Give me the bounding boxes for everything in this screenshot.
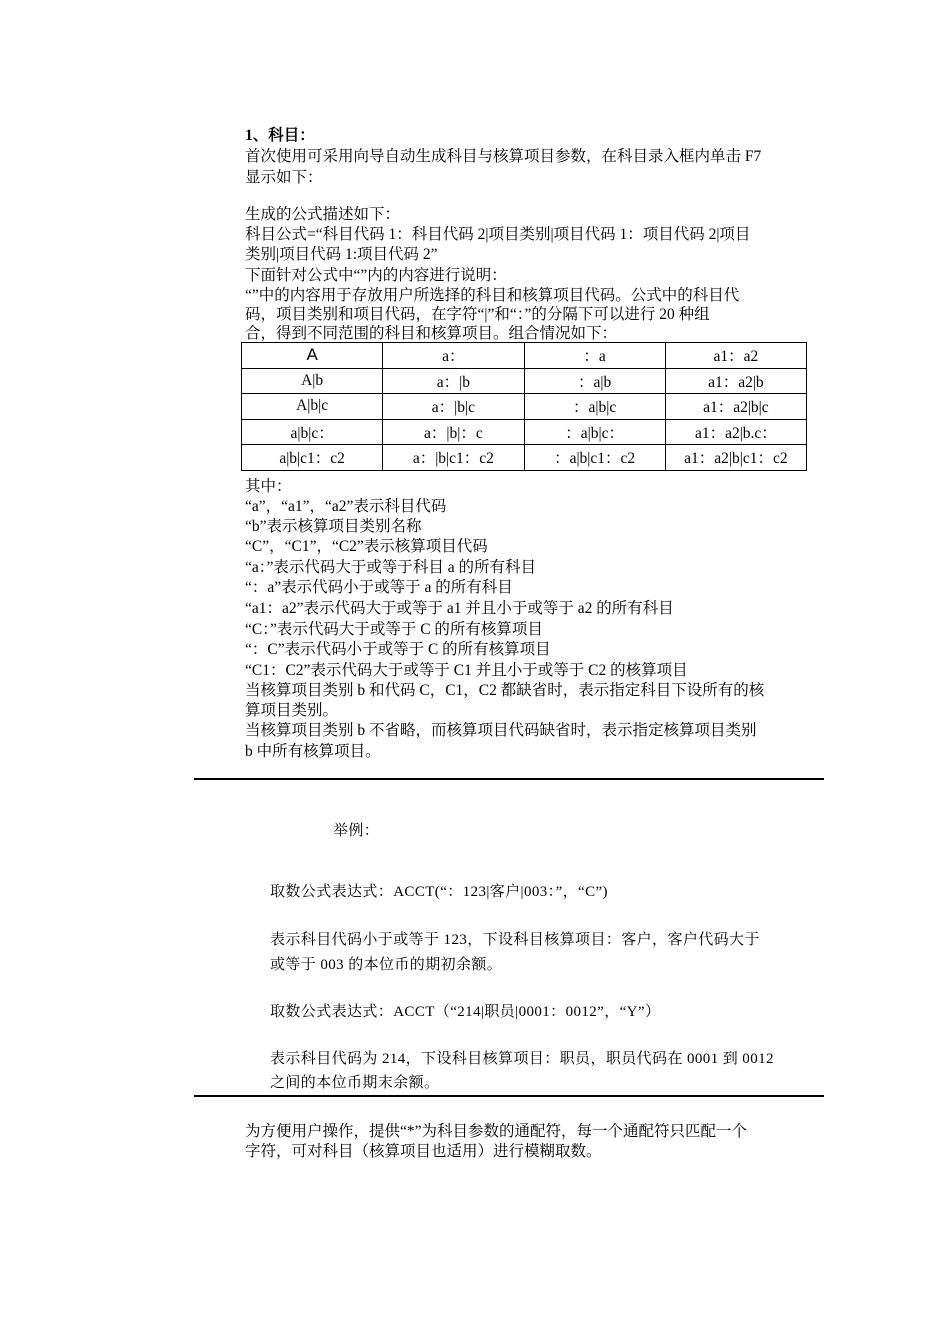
example-line: 取数公式表达式：ACCT(“：123|客户|003：”，“C”) [270, 884, 608, 900]
note-line: 其中： [245, 478, 292, 495]
table-cell: a|b|c： [242, 419, 383, 445]
formula-intro: 生成的公式描述如下： [245, 206, 401, 223]
footer-line: 字符，可对科目（核算项目也适用）进行模糊取数。 [245, 1143, 602, 1160]
intro-line: 首次使用可采用向导自动生成科目与核算项目参数，在科目录入框内单击 F7 [245, 148, 762, 165]
note-line: “a：”表示代码大于或等于科目 a 的所有科目 [245, 559, 537, 576]
note-line: “b”表示核算项目类别名称 [245, 518, 422, 535]
table-row [242, 394, 807, 420]
combination-table [241, 342, 807, 471]
note-line: “：a”表示代码小于或等于 a 的所有科目 [245, 579, 513, 596]
example-line: 或等于 003 的本位币的期初余额。 [270, 957, 503, 973]
note-line: 当核算项目类别 b 不省略，而核算项目代码缺省时，表示指定核算项目类别 [245, 722, 757, 739]
table-cell: a1：a2|b|c [665, 394, 806, 420]
table-cell: ：a|b|c [524, 394, 665, 420]
formula-line: 类别|项目代码 1:项目代码 2” [245, 246, 438, 263]
table-cell: ：a|b|c： [524, 419, 665, 445]
table-cell: a|b|c1：c2 [242, 445, 383, 471]
example-line: 表示科目代码为 214，下设科目核算项目：职员，职员代码在 0001 到 0012 [270, 1051, 774, 1067]
note-line: “：C”表示代码小于或等于 C 的所有核算项目 [245, 641, 551, 658]
table-cell: a：|b|c [383, 394, 524, 420]
table-cell: a1：a2|b|c1：c2 [665, 445, 806, 471]
table-cell: ：a [524, 343, 665, 369]
explain-line: “”中的内容用于存放用户所选择的科目和核算项目代码。公式中的科目代 [245, 287, 740, 304]
explain-line: 码，项目类别和项目代码，在字符“|”和“：”的分隔下可以进行 20 种组 [245, 306, 710, 323]
explain-line: 下面针对公式中“”内的内容进行说明： [245, 267, 507, 284]
table-row [242, 445, 807, 471]
example-line: 取数公式表达式：ACCT（“214|职员|0001：0012”，“Y”） [270, 1004, 661, 1020]
table-cell: a1：a2|b.c： [665, 419, 806, 445]
example-line: 之间的本位币期末余额。 [270, 1075, 440, 1091]
note-line: 当核算项目类别 b 和代码 C，C1，C2 都缺省时，表示指定科目下设所有的核 [245, 682, 765, 699]
section-divider [194, 778, 824, 780]
table-cell: a：|b|：c [383, 419, 524, 445]
table-cell: ：a|b [524, 368, 665, 394]
table-cell: a1：a2|b [665, 368, 806, 394]
table-cell: A|b|c [242, 394, 383, 420]
section-heading: 1、科目： [245, 127, 315, 144]
note-line: “C：”表示代码大于或等于 C 的所有核算项目 [245, 621, 543, 638]
table-cell: a1：a2 [665, 343, 806, 369]
table-cell: a：|b|c1：c2 [383, 445, 524, 471]
table-row [242, 343, 807, 369]
table-cell: A|b [242, 368, 383, 394]
footer-line: 为方便用户操作，提供“*”为科目参数的通配符，每一个通配符只匹配一个 [245, 1123, 748, 1140]
formula-line: 科目公式=“科目代码 1：科目代码 2|项目类别|项目代码 1：项目代码 2|项目 [245, 226, 751, 243]
example-title: 举例： [333, 823, 380, 839]
note-line: “a”，“a1”，“a2”表示科目代码 [245, 498, 447, 515]
table-row [242, 419, 807, 445]
note-line: “a1：a2”表示代码大于或等于 a1 并且小于或等于 a2 的所有科目 [245, 600, 674, 617]
table-cell: a： [383, 343, 524, 369]
table-cell: ：a|b|c1：c2 [524, 445, 665, 471]
table-cell: A [242, 343, 383, 369]
note-line: “C1：C2”表示代码大于或等于 C1 并且小于或等于 C2 的核算项目 [245, 662, 688, 679]
note-line: b 中所有核算项目。 [245, 743, 381, 760]
section-divider [194, 1095, 824, 1097]
example-line: 表示科目代码小于或等于 123，下设科目核算项目：客户，客户代码大于 [270, 932, 760, 948]
intro-line: 显示如下： [245, 169, 323, 186]
note-line: 算项目类别。 [245, 702, 339, 719]
note-line: “C”，“C1”，“C2”表示核算项目代码 [245, 538, 488, 555]
table-cell: a：|b [383, 368, 524, 394]
explain-line: 合，得到不同范围的科目和核算项目。组合情况如下： [245, 325, 618, 342]
table-row [242, 368, 807, 394]
